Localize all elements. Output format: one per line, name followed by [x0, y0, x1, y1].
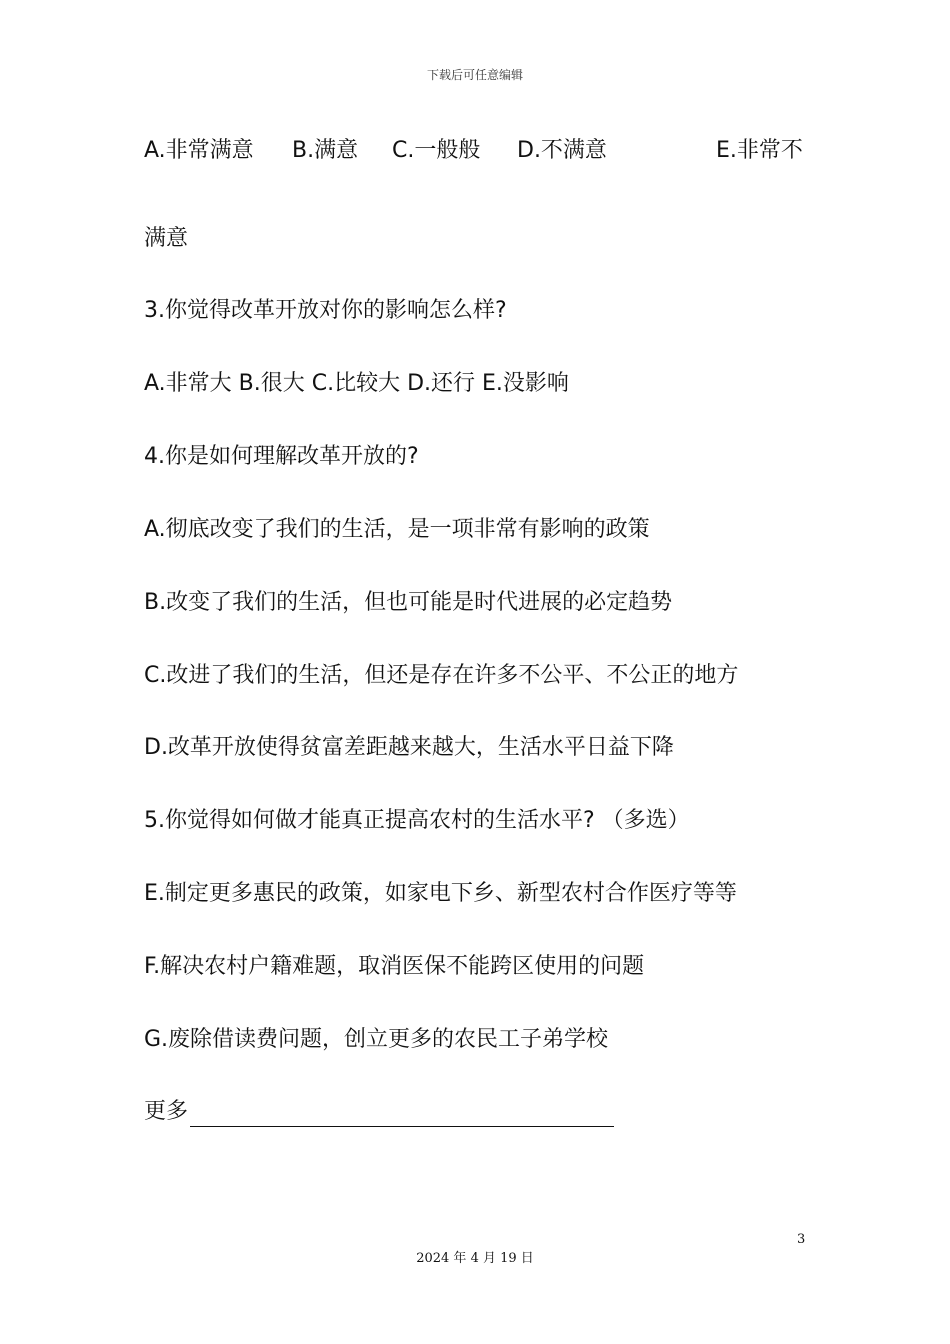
q4-option-b: B.改变了我们的生活，但也可能是时代进展的必定趋势 — [144, 590, 673, 615]
page-footer-date: 2024 年 4 月 19 日 — [416, 1251, 534, 1266]
q4-option-d: D.改革开放使得贫富差距越来越大，生活水平日益下降 — [144, 735, 674, 760]
q2-option-c: C.一般般 — [392, 138, 481, 163]
q5-more-blank-line[interactable] — [190, 1102, 614, 1127]
q4-question: 4.你是如何理解改革开放的? — [144, 444, 419, 469]
q2-option-d: D.不满意 — [517, 138, 607, 163]
page-header: 下载后可任意编辑 — [426, 68, 523, 82]
q4-option-a: A.彻底改变了我们的生活，是一项非常有影响的政策 — [144, 517, 650, 542]
q2-option-a: A.非常满意 — [144, 138, 254, 163]
page-number: 3 — [797, 1232, 806, 1247]
q2-option-e-continued: 满意 — [144, 226, 189, 251]
q3-question: 3.你觉得改革开放对你的影响怎么样? — [144, 298, 507, 323]
q5-more-label: 更多 — [144, 1099, 189, 1124]
q5-more-row — [144, 1097, 614, 1127]
q4-option-c: C.改进了我们的生活，但还是存在许多不公平、不公正的地方 — [144, 663, 739, 688]
q2-option-b: B.满意 — [292, 138, 359, 163]
q5-option-e: E.制定更多惠民的政策，如家电下乡、新型农村合作医疗等等 — [144, 881, 737, 906]
q5-question: 5.你觉得如何做才能真正提高农村的生活水平? （多选） — [144, 808, 690, 833]
q3-options: A.非常大 B.很大 C.比较大 D.还行 E.没影响 — [144, 371, 569, 396]
q5-option-g: G.废除借读费问题，创立更多的农民工子弟学校 — [144, 1027, 609, 1052]
q2-options-row — [144, 136, 824, 166]
q2-option-e: E.非常不 — [716, 138, 803, 163]
q5-option-f: F.解决农村户籍难题，取消医保不能跨区使用的问题 — [144, 954, 645, 979]
